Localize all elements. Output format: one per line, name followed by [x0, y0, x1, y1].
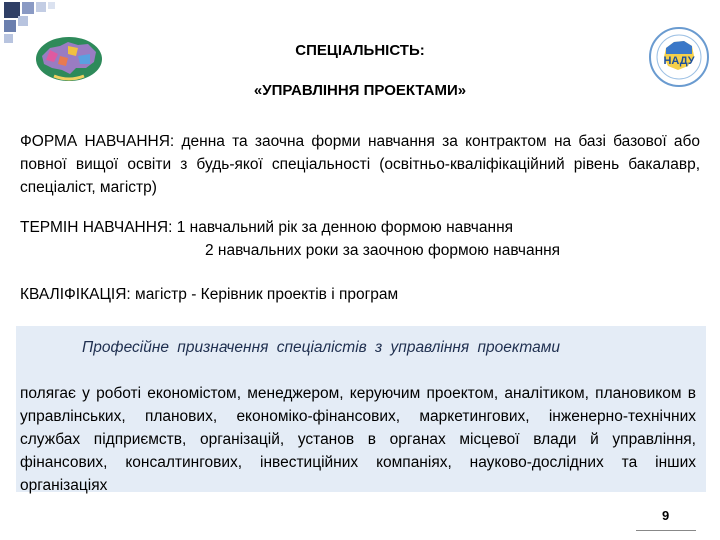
- purpose-heading: Професійне призначення спеціалістів з управління проектами: [82, 339, 560, 356]
- study-term-line2: 2 навчальних роки за заочною формою навчання: [205, 242, 561, 259]
- corner-square: [48, 2, 55, 9]
- qualification-line: [20, 283, 700, 306]
- corner-square: [18, 16, 28, 26]
- nadu-seal-logo: [648, 26, 710, 88]
- corner-square: [22, 2, 34, 14]
- corner-square: [4, 34, 13, 43]
- seal-lettering: НАДУ: [663, 55, 695, 67]
- page-number: 9: [662, 508, 670, 523]
- study-form-paragraph: [20, 130, 700, 199]
- corner-square: [4, 20, 16, 32]
- page-title-line2: «УПРАВЛІННЯ ПРОЕКТАМИ»: [253, 82, 467, 99]
- qualification-label: КВАЛІФІКАЦІЯ:: [20, 286, 131, 303]
- page-title-line1: СПЕЦІАЛЬНІСТЬ:: [295, 42, 425, 59]
- study-form-label: ФОРМА НАВЧАННЯ:: [20, 133, 175, 150]
- study-term-label: ТЕРМІН НАВЧАННЯ:: [20, 219, 173, 236]
- study-form-text: денна та заочна форми навчання за контрактом на базі базової або повної вищої освіти з будь-якої спеціальності (освітньо-кваліфікаційний рівень бакалавр, спеціаліст, магістр): [20, 133, 700, 196]
- study-term-daytime: 1 навчальний рік за денною формою навчання: [172, 219, 514, 236]
- study-term-line1: [20, 216, 700, 239]
- ukraine-map-logo: [34, 34, 104, 84]
- corner-square: [36, 2, 46, 12]
- purpose-body: полягає у роботі економістом, менеджером, керуючим проектом, аналітиком, плановиком в управлінських, планових, економіко-фінансових, маркетингових, інженерно-технічних службах підприємств, організацій, установ в органах місцевої влади й управління, фінансових, консалтингових, інвестиційних компаніях, науково-дослідних та інших організаціях: [20, 385, 696, 494]
- footer-divider: [636, 530, 696, 531]
- qualification-text: магістр - Керівник проектів і програм: [130, 286, 399, 303]
